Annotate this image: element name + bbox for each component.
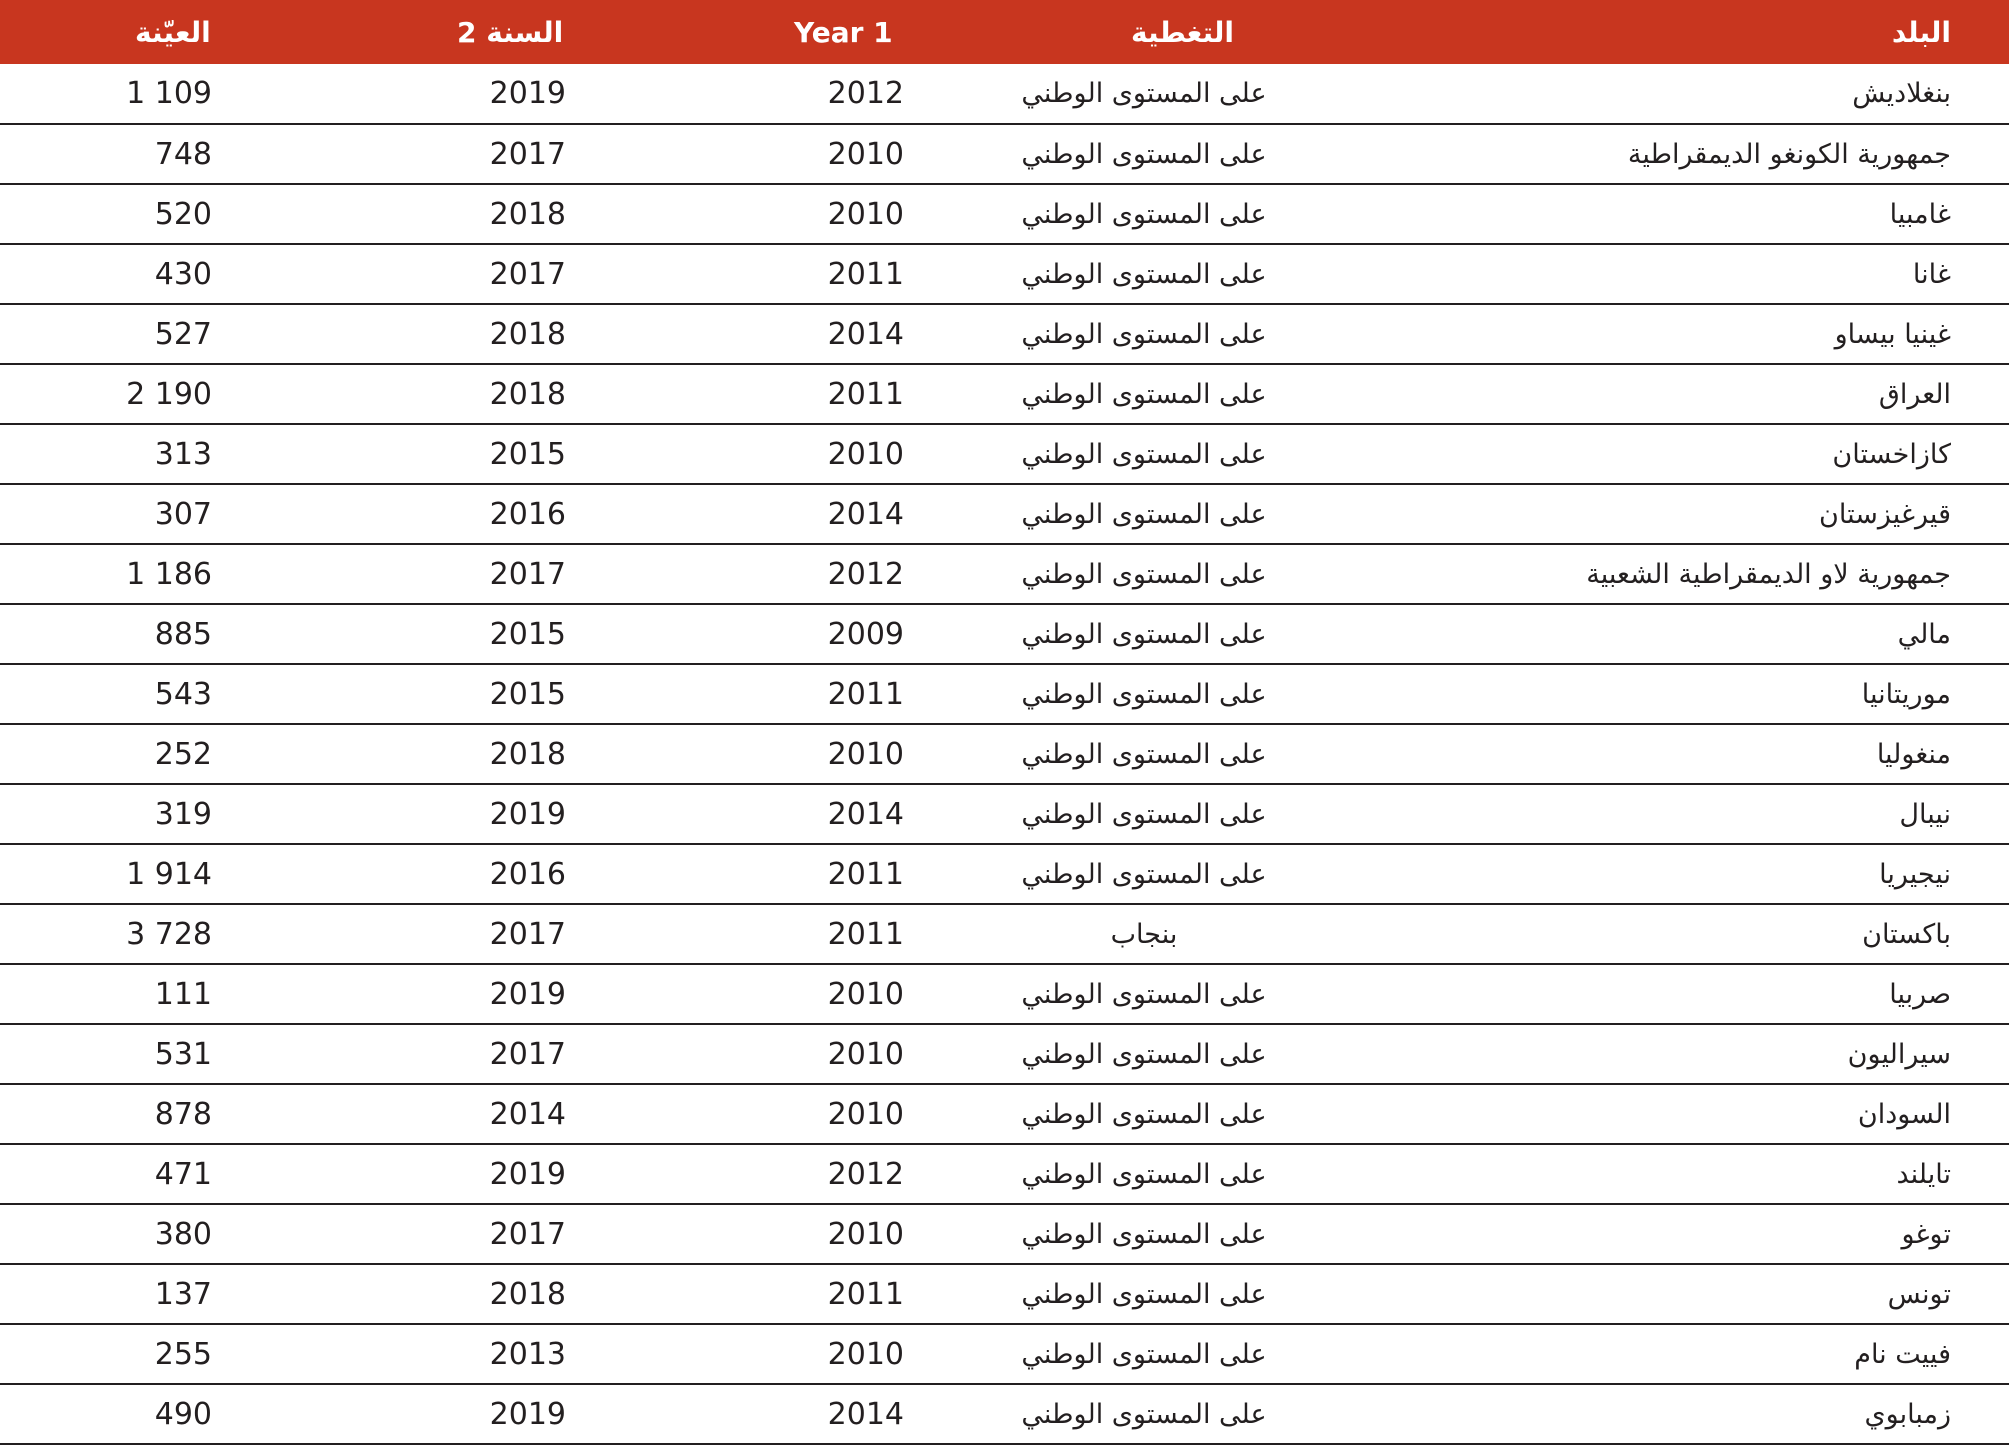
cell-sample: 1 109 [126,76,212,111]
table-row [0,64,2009,124]
cell-coverage: على المستوى الوطني [1021,1218,1267,1250]
table-header [0,0,2009,64]
cell-year1: 2012 [827,556,904,592]
cell-year2: 2015 [489,436,566,472]
cell-country: زمبابوي [1864,1398,1951,1430]
cell-year1: 2014 [827,1396,904,1432]
table-row [0,724,2009,784]
table-body [0,64,2009,1444]
cell-coverage: على المستوى الوطني [1021,138,1267,170]
cell-coverage: على المستوى الوطني [1021,78,1267,109]
cell-country: قيرغيزستان [1819,498,1951,530]
cell-coverage: على المستوى الوطني [1021,318,1267,350]
cell-country: فييت نام [1854,1338,1951,1370]
cell-sample: 527 [154,316,212,352]
cell-year2: 2018 [489,376,566,412]
cell-country: مالي [1897,618,1951,650]
cell-year1: 2010 [827,196,904,232]
cell-country: جمهورية الكونغو الديمقراطية [1627,138,1951,170]
cell-sample: 531 [154,1036,212,1072]
header-year1: Year 1 [794,15,893,49]
cell-coverage: على المستوى الوطني [1021,738,1267,770]
cell-sample: 111 [154,976,212,1012]
cell-year2: 2017 [489,256,566,292]
cell-year2: 2018 [489,316,566,352]
cell-year1: 2011 [827,376,904,412]
cell-country: منغوليا [1876,738,1951,770]
cell-year2: 2018 [489,736,566,772]
cell-year2: 2016 [489,856,566,892]
table-row [0,124,2009,184]
cell-year2: 2019 [489,1156,566,1192]
cell-year1: 2010 [827,1216,904,1252]
table-row [0,664,2009,724]
cell-coverage: على المستوى الوطني [1021,798,1267,830]
cell-sample: 878 [154,1096,212,1132]
cell-year1: 2010 [827,736,904,772]
cell-country: باكستان [1862,918,1951,950]
table-row [0,604,2009,664]
cell-year2: 2018 [489,1276,566,1312]
cell-country: تونس [1887,1278,1951,1310]
cell-year1: 2012 [827,1156,904,1192]
cell-coverage: على المستوى الوطني [1021,678,1267,710]
cell-sample: 430 [154,256,212,292]
cell-year2: 2015 [489,676,566,712]
cell-sample: 471 [154,1156,212,1192]
table-row [0,244,2009,304]
cell-country: السودان [1857,1098,1951,1130]
cell-year1: 2010 [827,436,904,472]
cell-coverage: على المستوى الوطني [1021,1338,1267,1370]
cell-year2: 2017 [489,916,566,952]
cell-sample: 543 [154,676,212,712]
table-row [0,1384,2009,1444]
cell-sample: 252 [154,736,212,772]
cell-coverage: على المستوى الوطني [1021,1158,1267,1190]
table-row [0,784,2009,844]
table-row [0,904,2009,964]
cell-sample: 885 [154,616,212,652]
cell-year1: 2011 [827,256,904,292]
cell-coverage: على المستوى الوطني [1021,438,1267,470]
cell-year2: 2014 [489,1096,566,1132]
cell-year1: 2009 [827,616,904,652]
cell-country: غينيا بيساو [1834,318,1951,350]
cell-year2: 2013 [489,1336,566,1372]
cell-coverage: على المستوى الوطني [1021,498,1267,530]
cell-year2: 2019 [489,76,566,111]
cell-coverage: على المستوى الوطني [1021,858,1267,890]
cell-sample: 313 [154,436,212,472]
cell-year1: 2011 [827,856,904,892]
table-row [0,424,2009,484]
cell-year2: 2017 [489,136,566,172]
cell-sample: 1 186 [126,556,212,592]
cell-country: نيجيريا [1879,858,1951,890]
table-row [0,1324,2009,1384]
header-sample: العيّنة [135,15,211,49]
cell-country: بنغلاديش [1852,78,1951,109]
cell-coverage: على المستوى الوطني [1021,1038,1267,1070]
cell-year1: 2010 [827,136,904,172]
cell-year1: 2014 [827,316,904,352]
cell-year2: 2019 [489,976,566,1012]
cell-coverage: على المستوى الوطني [1021,1278,1267,1310]
cell-sample: 1 914 [126,856,212,892]
cell-year2: 2016 [489,496,566,532]
cell-country: كازاخستان [1832,438,1951,470]
table-row [0,364,2009,424]
cell-country: غانا [1912,258,1951,290]
table-row [0,304,2009,364]
cell-coverage: بنجاب [1110,918,1178,950]
cell-coverage: على المستوى الوطني [1021,618,1267,650]
cell-coverage: على المستوى الوطني [1021,978,1267,1010]
cell-year1: 2012 [827,76,904,111]
cell-sample: 490 [154,1396,212,1432]
cell-sample: 748 [154,136,212,172]
table-row [0,544,2009,604]
cell-country: توغو [1901,1218,1951,1250]
cell-year1: 2010 [827,976,904,1012]
table-row [0,1264,2009,1324]
table-row [0,1084,2009,1144]
table-row [0,484,2009,544]
header-row [0,0,2009,64]
cell-country: نيبال [1899,798,1951,830]
cell-country: غامبيا [1889,198,1951,230]
cell-sample: 2 190 [126,376,212,412]
cell-country: سيراليون [1847,1038,1951,1070]
cell-coverage: على المستوى الوطني [1021,1398,1267,1430]
table-row [0,844,2009,904]
cell-sample: 319 [154,796,212,832]
cell-year2: 2019 [489,796,566,832]
cell-country: صربيا [1889,978,1951,1010]
cell-coverage: على المستوى الوطني [1021,378,1267,410]
cell-year2: 2017 [489,1036,566,1072]
table-row [0,964,2009,1024]
cell-year2: 2017 [489,556,566,592]
cell-sample: 255 [154,1336,212,1372]
table-row [0,1204,2009,1264]
header-coverage: التغطية [1131,15,1235,49]
header-country: البلد [1891,15,1951,49]
cell-year2: 2019 [489,1396,566,1432]
cell-year2: 2015 [489,616,566,652]
cell-year1: 2011 [827,676,904,712]
cell-year1: 2010 [827,1336,904,1372]
cell-coverage: على المستوى الوطني [1021,258,1267,290]
cell-sample: 520 [154,196,212,232]
cell-country: العراق [1878,378,1951,410]
cell-year1: 2014 [827,496,904,532]
cell-coverage: على المستوى الوطني [1021,1098,1267,1130]
header-year2: السنة 2 [457,15,564,49]
table-row [0,1024,2009,1084]
table-row [0,1144,2009,1204]
cell-year1: 2011 [827,916,904,952]
cell-country: جمهورية لاو الديمقراطية الشعبية [1586,558,1951,590]
cell-sample: 307 [154,496,212,532]
cell-year1: 2010 [827,1036,904,1072]
cell-coverage: على المستوى الوطني [1021,198,1267,230]
cell-country: موريتانيا [1861,678,1951,710]
cell-year1: 2011 [827,1276,904,1312]
cell-sample: 3 728 [126,916,212,952]
cell-year1: 2014 [827,796,904,832]
cell-coverage: على المستوى الوطني [1021,558,1267,590]
cell-year2: 2018 [489,196,566,232]
table-row [0,184,2009,244]
cell-country: تايلند [1896,1158,1951,1190]
cell-sample: 380 [154,1216,212,1252]
cell-year1: 2010 [827,1096,904,1132]
cell-year2: 2017 [489,1216,566,1252]
cell-sample: 137 [154,1276,212,1312]
